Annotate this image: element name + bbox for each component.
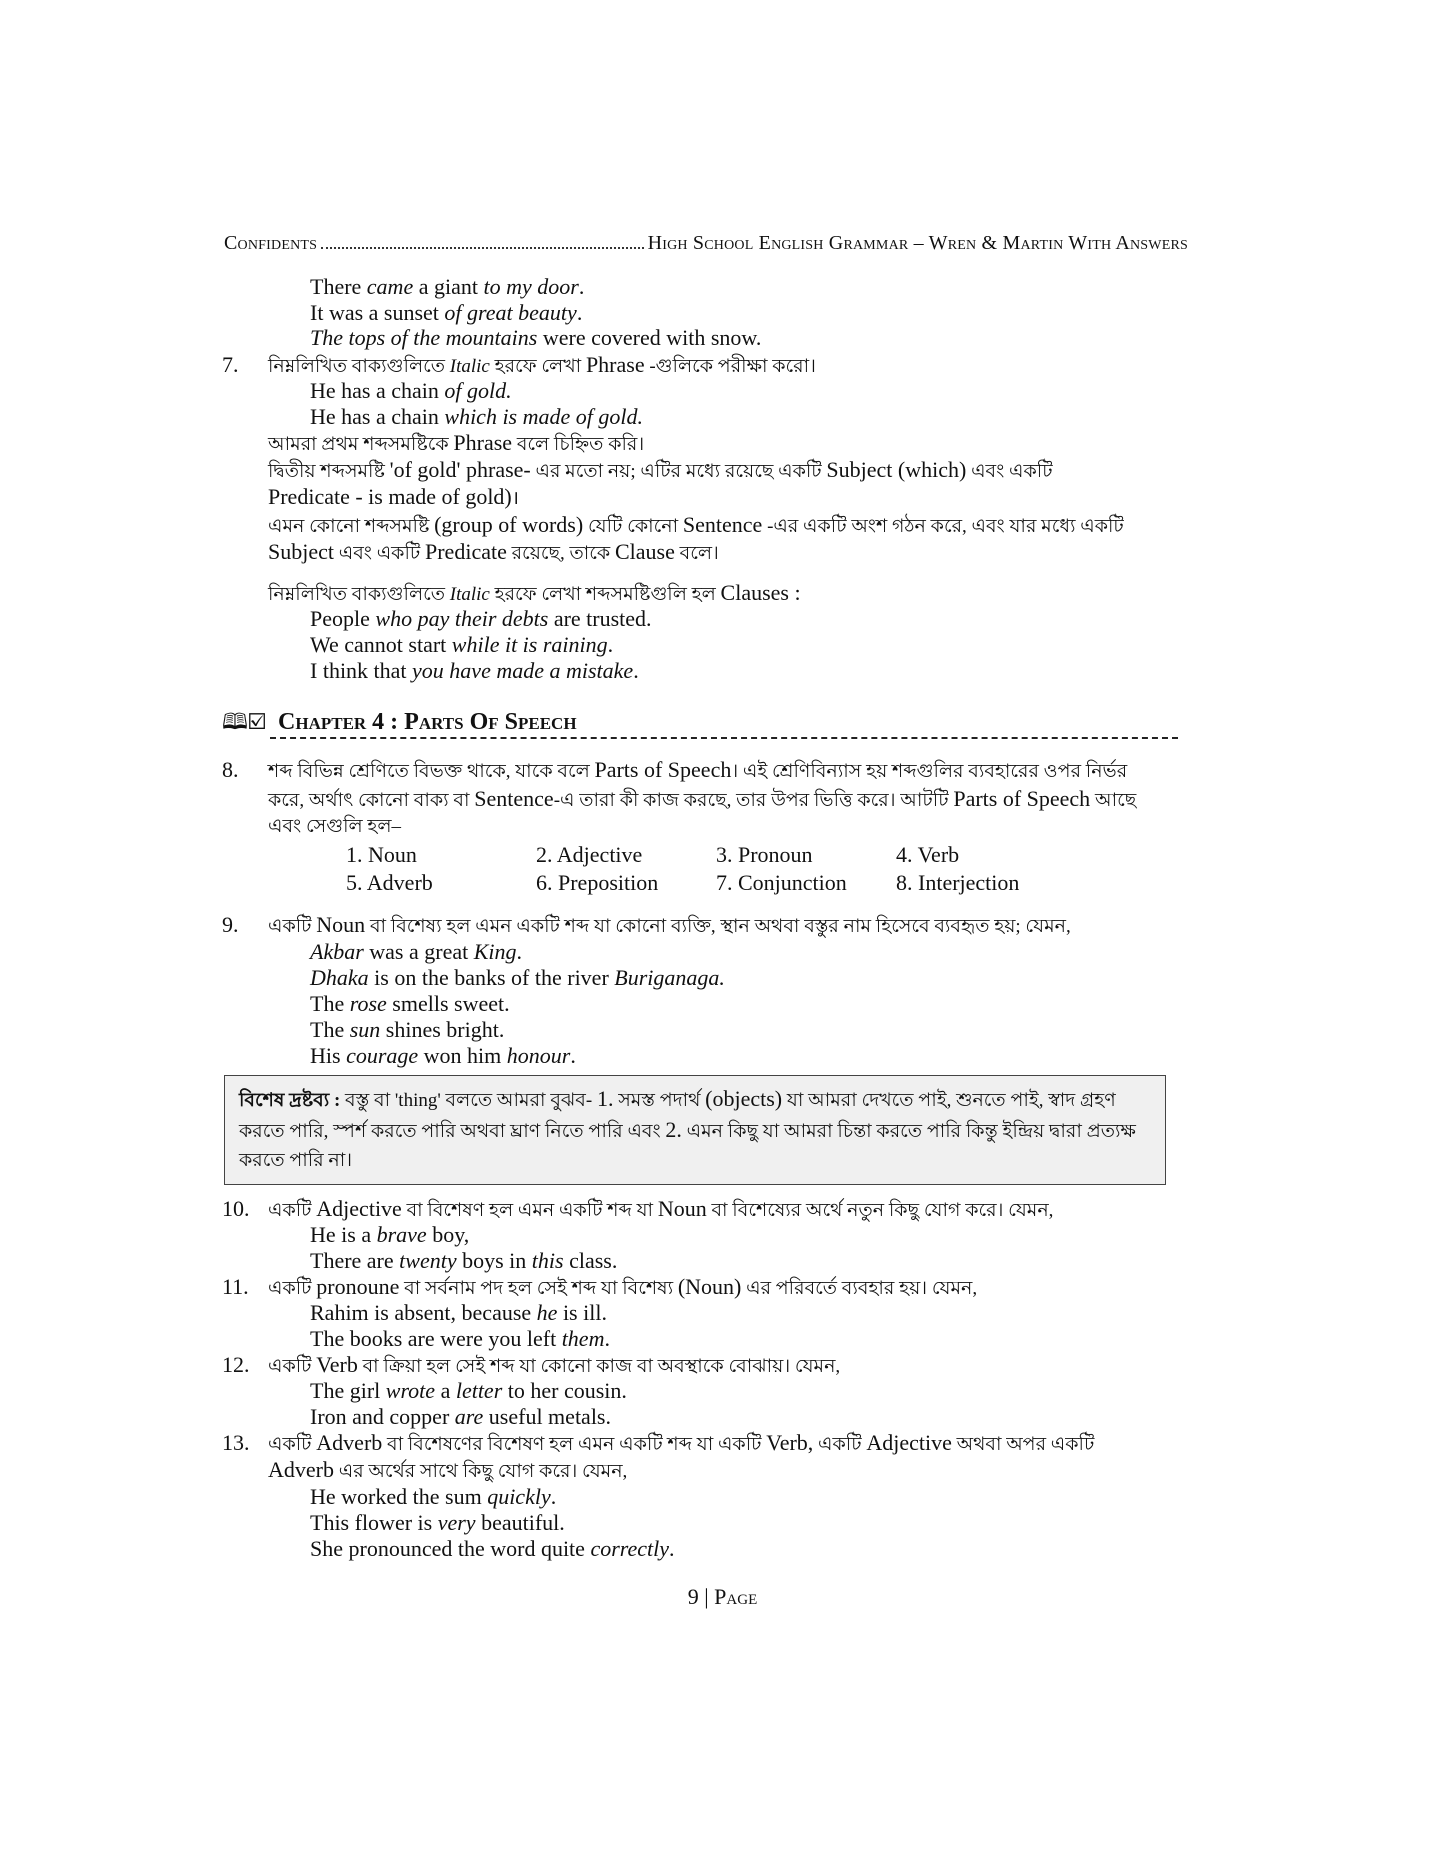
text-run: were covered with snow. [537,325,762,350]
paragraph-line [268,580,801,608]
text-run: হরফে লেখা [489,356,586,377]
text-run: অথবা অপর একটি [951,1434,1095,1455]
text-run: হরফে লেখা শব্দসমষ্টিগুলি হল [489,584,721,605]
text-run: আছে [1090,790,1137,811]
example-line [310,658,639,684]
text-run: are trusted. [548,606,652,631]
example-line [310,1300,607,1326]
italic-text: brave [376,1222,427,1247]
english-text: Adverb [268,1457,334,1482]
english-text: Verb, [766,1430,814,1455]
text-run: This flower is [310,1510,438,1535]
english-text: Subject [268,539,334,564]
italic-text: while it is raining [451,632,608,657]
text-run: Iron and copper [310,1404,455,1429]
paragraph-line [268,786,1136,814]
italic-text: Buriganaga. [614,965,725,990]
text-run: is ill. [557,1300,607,1325]
text-run: এবং সেগুলি হল– [268,816,402,837]
text-run: boy, [426,1222,470,1247]
english-text: Clauses : [720,580,801,605]
item-number: 9. [222,912,239,937]
note-line [239,1146,1151,1175]
list-item: 6. Preposition [536,870,659,895]
text-run: He has a chain [310,404,445,429]
text-run: The [310,991,350,1016]
english-text: pronoune [316,1274,400,1299]
text-run: He is a [310,1222,377,1247]
text-run: বা সর্বনাম পদ হল সেই শব্দ যা বিশেষ্য [399,1278,678,1299]
text-run: He worked the sum [310,1484,488,1509]
italic-text: honour [506,1043,571,1068]
chapter-underline [270,737,1178,739]
example-line [310,1404,611,1430]
book-checkbox-icon: 🕮☑ [222,709,267,734]
text-run: বা বিশেষ্যের অর্থে নতুন কিছু যোগ করে। যেমন, [706,1200,1054,1221]
italic-text: rose [349,991,387,1016]
bold-text: বিশেষ দ্রষ্টব্য : [239,1090,341,1111]
example-line [310,965,725,991]
text-run: shines bright. [380,1017,505,1042]
text-run: . [516,939,523,964]
italic-text: Italic [449,356,490,377]
text-run: একটি [268,1278,317,1299]
text-run: . [633,658,639,683]
english-text: Sentence [474,786,554,811]
text-run: আমরা প্রথম শব্দসমষ্টিকে [268,434,454,455]
text-run: There [310,274,367,299]
text-run: এর পরিবর্তে ব্যবহার হয়। যেমন, [741,1278,978,1299]
example-line [310,1484,556,1510]
italic-text: you have made a mistake [412,658,634,683]
english-text: Noun [657,1196,707,1221]
text-run: একটি [268,1434,317,1455]
item-intro [268,352,816,380]
italic-text: which is made of gold. [444,404,643,429]
italic-text: of great beauty [444,300,577,325]
item-number: 11. [222,1274,249,1299]
english-text: Adverb [316,1430,383,1455]
english-text: Adjective [316,1196,402,1221]
italic-text: this [531,1248,564,1273]
list-item: 2. Adjective [536,842,643,867]
text-run: won him [418,1043,507,1068]
text-run: এর মতো নয়; এটির মধ্যে রয়েছে একটি [530,461,827,482]
italic-text: Akbar [310,939,364,964]
text-run: is on the banks of the river [368,965,615,990]
english-text: 2. [665,1117,682,1142]
paragraph-line [268,814,401,840]
english-text: Predicate [425,539,507,564]
italic-text: Dhaka [310,965,369,990]
text-run: যেটি কোনো [583,516,683,537]
english-text: Parts of Speech [953,786,1091,811]
item-intro [268,912,1071,940]
italic-text: wrote [385,1378,436,1403]
example-line [310,939,522,965]
text-run: এবং একটি [966,461,1053,482]
paragraph-line [268,539,719,567]
example-line [310,1326,610,1352]
text-run: করতে পারি না। [239,1150,353,1171]
paragraph-line [268,457,1053,485]
special-note-box [224,1075,1166,1185]
header-left: Confidents [224,232,318,254]
italic-text: them [561,1326,605,1351]
text-run: The girl [310,1378,386,1403]
text-run: . [604,1326,610,1351]
paragraph-line [268,1457,627,1485]
english-text: Subject (which) [826,457,967,482]
item-intro [268,1352,840,1380]
text-run: বা বিশেষণ হল এমন একটি শব্দ যা [401,1200,658,1221]
note-line [239,1115,1151,1146]
paragraph-line [268,1430,1094,1458]
italic-text: who pay their debts [375,606,549,631]
english-text: (objects) [705,1086,783,1111]
english-text: Adjective [866,1430,952,1455]
example-line [310,1222,469,1248]
text-run: We cannot start [310,632,452,657]
example-line [310,300,582,326]
example-line [310,404,643,430]
italic-text: sun [349,1017,381,1042]
item-number: 12. [222,1352,250,1377]
text-run: a [435,1378,456,1403]
text-run: -এ তারা কী কাজ করছে, তার উপর ভিত্তি করে। আটটি [553,790,954,811]
text-run: । এই শ্রেণিবিন্যাস হয় শব্দগুলির ব্যবহারের ওপর নির্ভর [731,761,1128,782]
text-run: বা বিশেষণের বিশেষণ হল এমন একটি শব্দ যা একটি [382,1434,767,1455]
paragraph-line [268,484,519,512]
header-right: High School English Grammar – Wren & Martin With Answers [647,232,1188,254]
text-run: বস্তু বা 'thing' বলতে আমরা বুঝব- [340,1090,597,1111]
chapter-title: Chapter 4 : Parts Of Speech [278,709,577,735]
italic-text: he [536,1300,558,1325]
text-run: I think that [310,658,413,683]
text-run: There are [310,1248,400,1273]
list-item: 3. Pronoun [716,842,813,867]
text-run: Rahim is absent, because [310,1300,537,1325]
italic-text: The tops of the mountains [310,325,538,350]
example-line [310,606,652,632]
english-text: Clause [614,539,675,564]
parts-of-speech-list [346,842,1056,896]
italic-text: letter [455,1378,503,1403]
english-text: Phrase [453,430,513,455]
english-text: (Noun) [677,1274,742,1299]
example-line [310,991,510,1017]
text-run: -এর একটি অংশ গঠন করে, এবং যার মধ্যে একটি [762,516,1124,537]
text-run: His [310,1043,347,1068]
running-header [224,232,1188,255]
page-number: 9 | Page [687,1584,758,1609]
example-line [310,1248,617,1274]
item-number: 8. [222,757,239,782]
italic-text: came [366,274,414,299]
item-number: 10. [222,1196,250,1221]
list-item: 8. Interjection [896,870,1020,895]
english-text: Verb [316,1352,358,1377]
example-line [310,325,761,351]
text-run: । [511,488,519,509]
italic-text: correctly [590,1536,670,1561]
text-run: শব্দ বিভিন্ন শ্রেণিতে বিভক্ত থাকে, যাকে বলে [268,761,595,782]
list-item: 7. Conjunction [716,870,847,895]
paragraph-line [268,512,1124,540]
text-run: boys in [456,1248,532,1273]
text-run: এমন কিছু যা আমরা চিন্তা করতে পারি কিন্তু ইন্দ্রিয় দ্বারা প্রত্যক্ষ [681,1121,1136,1142]
text-run: useful metals. [483,1404,611,1429]
text-run: He has a chain [310,378,445,403]
italic-text: Italic [449,584,490,605]
text-run: -গুলিকে পরীক্ষা করো। [644,356,816,377]
text-run: এবং একটি [334,543,425,564]
english-text: Noun [316,912,366,937]
text-run: একটি [268,1200,317,1221]
english-text: (group of words) [434,512,584,537]
text-run: বলে চিহ্নিত করি। [512,434,645,455]
text-run: একটি [268,916,317,937]
item-intro [268,1274,977,1302]
text-run: দ্বিতীয় শব্দসমষ্টি [268,461,390,482]
example-line [310,1378,627,1404]
text-run: class. [563,1248,618,1273]
example-line [310,1536,675,1562]
text-run: . [550,1484,557,1509]
text-run: It was a sunset [310,300,445,325]
text-run: . [570,1043,576,1068]
text-run: People [310,606,376,631]
text-run: বা বিশেষ্য হল এমন একটি শব্দ যা কোনো ব্যক্তি, স্থান অথবা বস্তুর নাম হিসেবে ব্যবহৃত হয়; যেমন, [365,916,1071,937]
italic-text: King [473,939,517,964]
chapter-heading [222,705,577,743]
list-item: 5. Adverb [346,870,433,895]
item-number: 13. [222,1430,250,1455]
italic-text: are [454,1404,484,1429]
english-text: 'of gold' phrase- [389,457,531,482]
text-run: বলে। [674,543,719,564]
english-text: 1. [596,1086,614,1111]
text-run: একটি [268,1356,317,1377]
italic-text: to my door [483,274,579,299]
text-run: সমস্ত পদার্থ [613,1090,706,1111]
text-run: যা আমরা দেখতে পাই, শুনতে পাই, স্বাদ গ্রহণ [782,1090,1116,1111]
text-run: a giant [413,274,484,299]
text-run: was a great [363,939,474,964]
example-line [310,1043,576,1069]
text-run: এর অর্থের সাথে কিছু যোগ করে। যেমন, [333,1461,628,1482]
text-run: করতে পারি, স্পর্শ করতে পারি অথবা ঘ্রাণ নিতে পারি এবং [239,1121,666,1142]
text-run: beautiful. [475,1510,565,1535]
item-intro [268,1196,1053,1224]
list-item: 1. Noun [346,842,417,867]
english-text: Phrase [585,352,645,377]
example-line [310,1510,565,1536]
text-run: The books are were you left [310,1326,562,1351]
italic-text: quickly [487,1484,551,1509]
text-run: করে, অর্থাৎ কোনো বাক্য বা [268,790,475,811]
italic-text: twenty [399,1248,457,1273]
english-text: Predicate - is made of gold) [268,484,512,509]
italic-text: of gold. [444,378,512,403]
text-run: বা ক্রিয়া হল সেই শব্দ যা কোনো কাজ বা অবস্থাকে বোঝায়। যেমন, [357,1356,841,1377]
italic-text: very [437,1510,476,1535]
text-run: একটি [813,1434,867,1455]
english-text: Sentence [682,512,763,537]
item-number: 7. [222,352,239,377]
list-item: 4. Verb [896,842,960,867]
text-run: . [607,632,614,657]
text-run: রয়েছে, তাকে [506,543,615,564]
text-run: She pronounced the word quite [310,1536,591,1561]
text-run: এমন কোনো শব্দসমষ্টি [268,516,435,537]
paragraph-line [268,430,644,458]
text-run: নিম্নলিখিত বাক্যগুলিতে [268,356,450,377]
example-line [310,1017,504,1043]
text-run: to her cousin. [502,1378,627,1403]
note-line [239,1084,1151,1115]
example-line [310,274,584,300]
text-run: The [310,1017,350,1042]
paragraph-line [268,757,1127,785]
example-line [310,378,512,404]
header-dot-leader [321,232,643,249]
example-line [310,632,613,658]
text-run: . [669,1536,675,1561]
text-run: smells sweet. [386,991,510,1016]
italic-text: courage [346,1043,419,1068]
text-run: নিম্নলিখিত বাক্যগুলিতে [268,584,450,605]
text-run: . [578,274,585,299]
text-run: . [576,300,583,325]
english-text: Parts of Speech [594,757,732,782]
